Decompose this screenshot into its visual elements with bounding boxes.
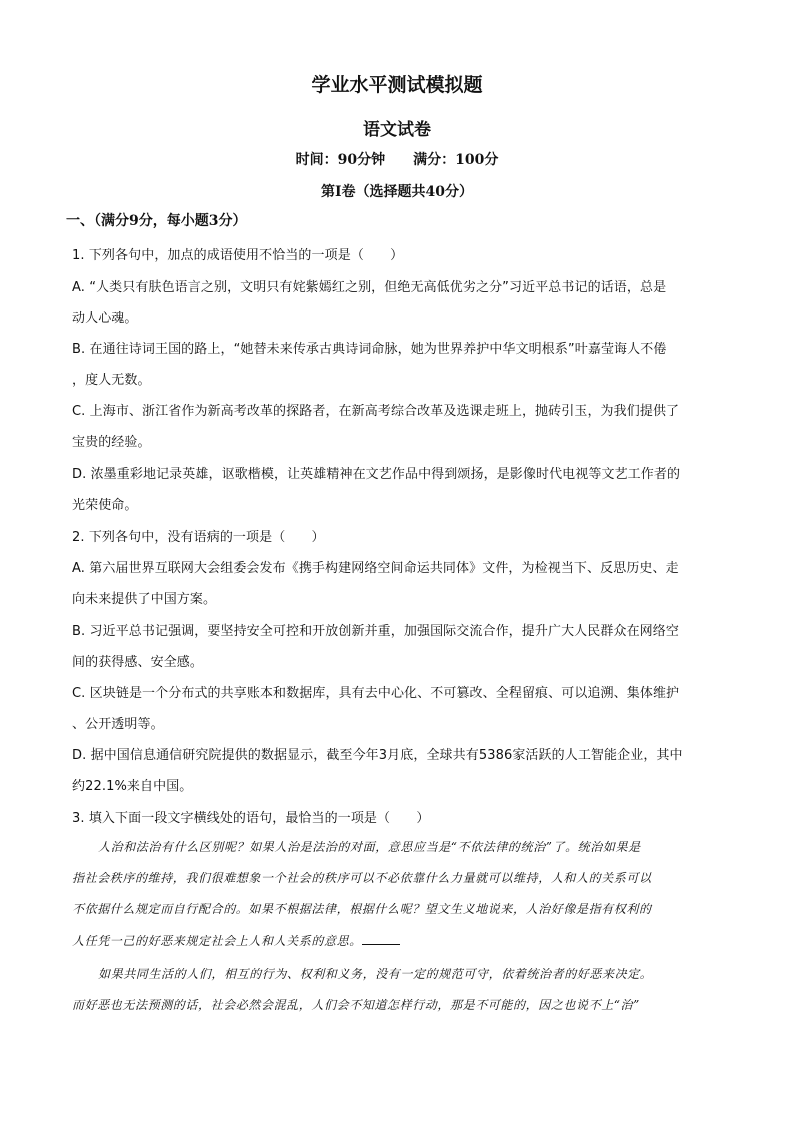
q1-option-c-line2: 宝贵的经验。	[72, 435, 151, 450]
q2-option-d-line2: 约22.1%来自中国。	[72, 779, 193, 794]
q1-option-b-line2: ，度人无数。	[72, 373, 151, 388]
q1-option-d-line2: 光荣使命。	[72, 498, 138, 513]
q3-passage-line4	[72, 932, 722, 949]
q2-option-d-line1: D. 据中国信息通信研究院提供的数据显示，截至今年3月底，全球共有5386家活跃的人工智能企业，其中	[72, 748, 683, 763]
q2-stem: 2. 下列各句中，没有语病的一项是（ ）	[72, 530, 325, 545]
exam-time: 时间：90分钟	[295, 152, 386, 168]
q2-option-a-line1: A. 第六届世界互联网大会组委会发布《携手构建网络空间命运共同体》文件，为检视当下、反思历史、走	[72, 561, 679, 576]
q1-option-c-line1: C. 上海市、浙江省作为新高考改革的探路者，在新高考综合改革及选课走班上，抛砖引玉，为我们提供了	[72, 404, 680, 419]
q3-passage-line2: 指社会秩序的维持，我们很难想象一个社会的秩序可以不必依靠什么力量就可以维持，人和人的关系可以	[72, 871, 652, 885]
answer-blank	[362, 934, 400, 945]
q2-option-b-line1: B. 习近平总书记强调，要坚持安全可控和开放创新并重，加强国际交流合作，提升广大人民群众在网络空	[72, 624, 679, 639]
q1-stem: 1. 下列各句中，加点的成语使用不恰当的一项是（ ）	[72, 248, 404, 263]
q1-option-b-line1: B. 在通往诗词王国的路上，“她替未来传承古典诗词命脉，她为世界养护中华文明根系”叶嘉莹诲人不倦	[72, 342, 667, 357]
exam-subtitle: 语文试卷	[363, 120, 431, 140]
q3-passage-line4-text: 人任凭一己的好恶来规定社会上人和人关系的意思。	[72, 934, 362, 948]
q2-option-c-line2: 、公开透明等。	[72, 717, 164, 732]
q3-passage-line5: 如果共同生活的人们，相互的行为、权利和义务，没有一定的规范可守，依着统治者的好恶来决定。	[98, 967, 653, 981]
q1-option-a-line2: 动人心魂。	[72, 311, 138, 326]
exam-score: 满分：100分	[413, 152, 499, 168]
q3-passage-line3: 不依据什么规定而自行配合的。如果不根据法律，根据什么呢？望文生义地说来，人治好像是指有权利的	[72, 902, 652, 916]
q1-option-d-line1: D. 浓墨重彩地记录英雄，讴歌楷模，让英雄精神在文艺作品中得到颂扬，是影像时代电视等文艺工作者的	[72, 467, 681, 482]
q2-option-b-line2: 间的获得感、安全感。	[72, 655, 204, 670]
q3-passage-line1: 人治和法治有什么区别呢？如果人治是法治的对面，意思应当是“不依法律的统治”了。统治如果是	[98, 840, 641, 854]
q2-option-c-line1: C. 区块链是一个分布式的共享账本和数据库，具有去中心化、不可篡改、全程留痕、可以追溯、集体维护	[72, 686, 680, 701]
q2-option-a-line2: 向未来提供了中国方案。	[72, 592, 217, 607]
exam-title: 学业水平测试模拟题	[311, 74, 483, 96]
section-heading: 一、（满分9分，每小题3分）	[66, 213, 247, 229]
part-heading: 第Ⅰ卷（选择题共40分）	[320, 184, 474, 200]
q3-stem: 3. 填入下面一段文字横线处的语句，最恰当的一项是（ ）	[72, 811, 430, 826]
q3-passage-line6: 而好恶也无法预测的话，社会必然会混乱，人们会不知道怎样行动，那是不可能的，因之也说不上“治”	[72, 998, 640, 1012]
exam-info	[0, 149, 794, 169]
q1-option-a-line1: A. “人类只有肤色语言之别，文明只有姹紫嫣红之别，但绝无高低优劣之分”习近平总书记的话语，总是	[72, 280, 667, 295]
